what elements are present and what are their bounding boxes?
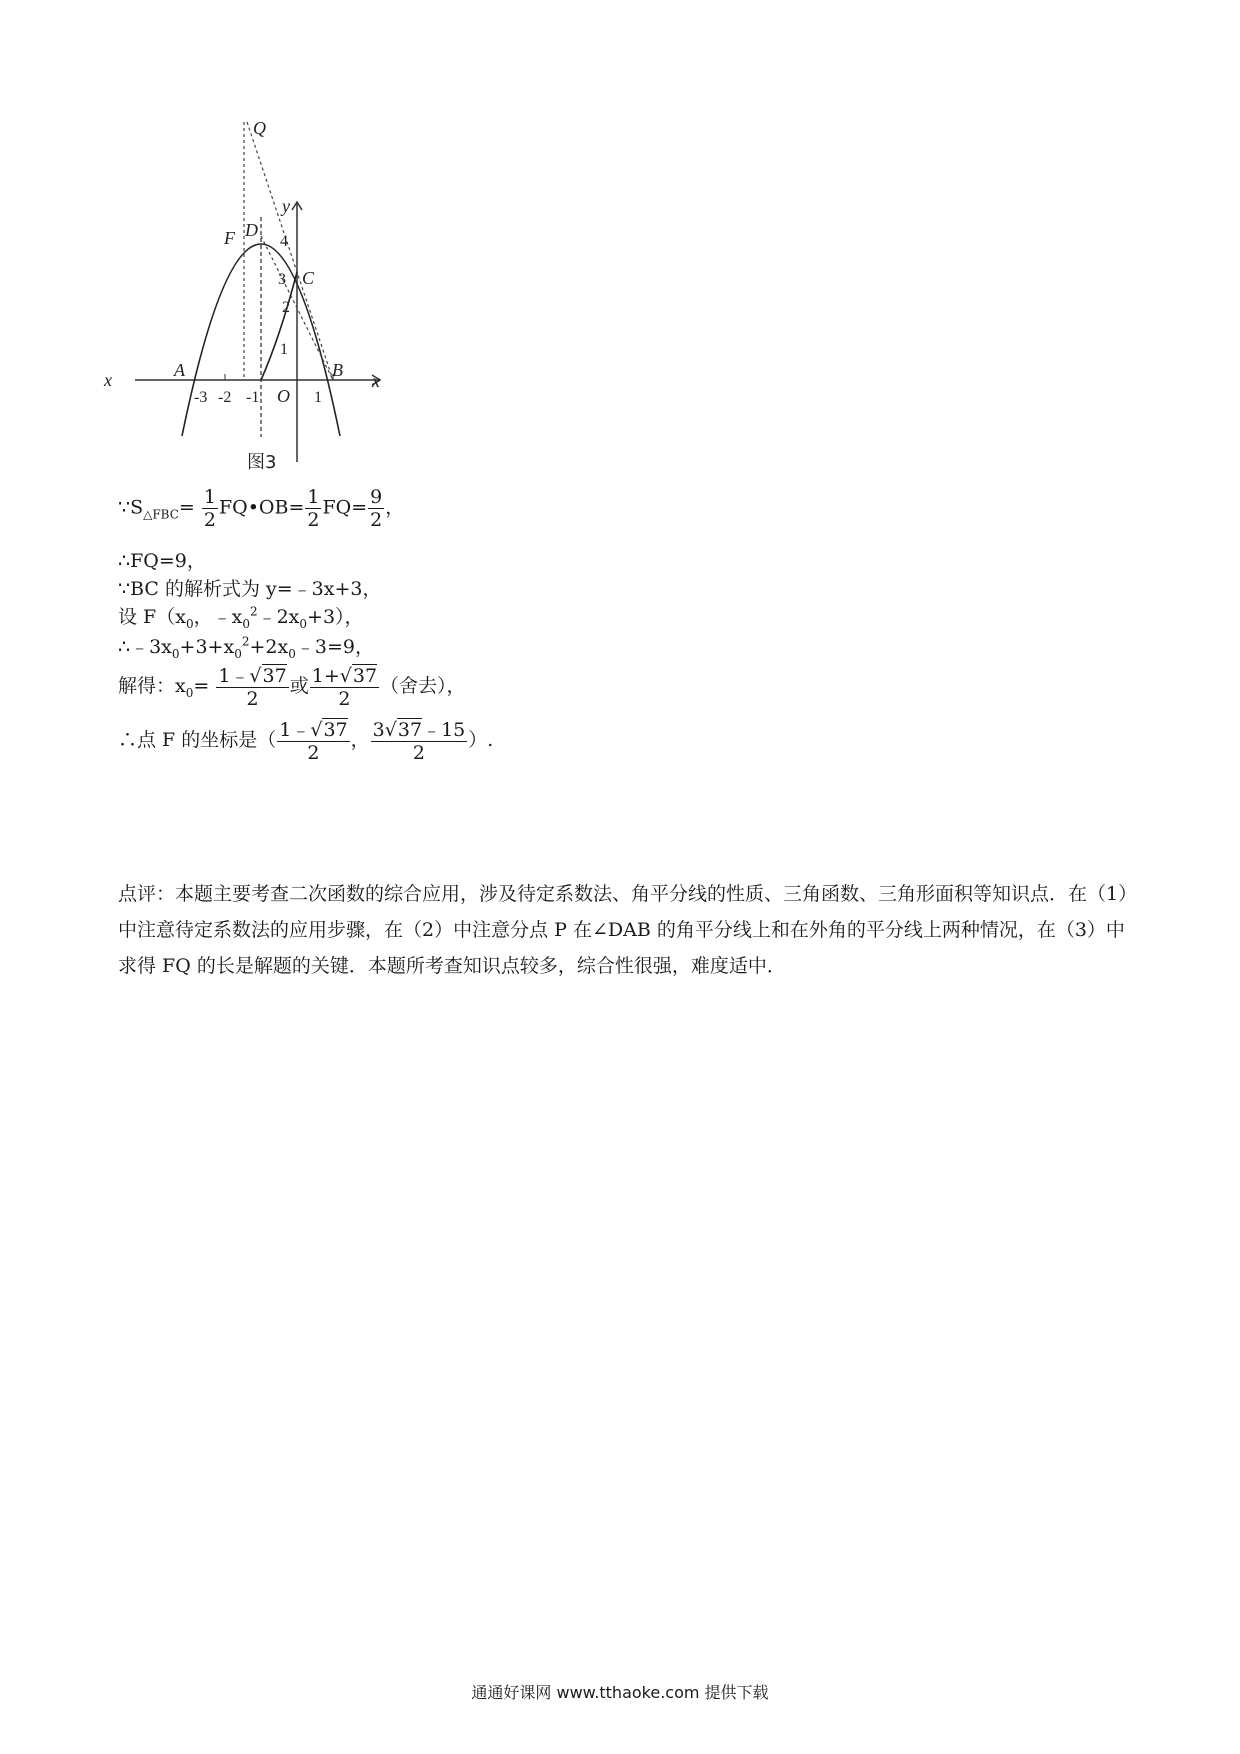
numerator: 3√37﹣15 [372,719,466,741]
radicand: 37 [323,719,348,741]
numerator: 9 [370,486,383,508]
text: = [178,496,195,519]
solution-line-fq: ∴FQ=9， [118,550,206,572]
text: 1﹣ [279,719,311,741]
label-c: C [302,268,315,288]
denominator: 2 [370,509,383,531]
label-x-right: x [372,371,380,391]
text: FQ•OB= [218,496,305,519]
numerator: 1 [203,486,216,508]
text: 1﹣ [218,665,250,687]
label-b: B [332,360,343,380]
text: ﹣2x [257,606,300,628]
numerator: 1 [307,486,320,508]
label-x-left: x [104,370,112,390]
solution-line-set-f [118,602,364,631]
subscript: △FBC [143,507,179,522]
label-y: y [282,196,290,216]
text: 3 [372,719,385,741]
denominator: 2 [412,742,425,764]
numerator: 1﹣√37 [279,719,348,741]
denominator: 2 [338,688,351,710]
radicand: 37 [397,719,423,741]
text: FQ= [322,496,368,519]
subscript: 0 [242,616,250,631]
text: = [193,675,210,697]
text: ，﹣x [193,606,243,628]
text: （舍去）， [380,675,466,697]
fraction [216,664,288,710]
subscript: 0 [288,646,296,661]
text: ， [385,496,405,519]
geometry-figure [104,112,440,532]
tick-x-1: 1 [314,389,322,406]
tick-x-neg2: -2 [218,389,232,406]
numerator: 1﹣√37 [218,665,287,687]
subscript: 0 [171,646,180,661]
text: ， [350,729,370,751]
fraction [310,664,379,710]
radicand: 37 [262,665,287,687]
solution-line-bc: ∵BC 的解析式为 y=﹣3x+3， [118,578,382,600]
page-footer: 通通好课网 www.tthaoke.com 提供下载 [471,1683,769,1702]
tick-y-3: 3 [278,271,286,288]
text: +3+x [179,636,235,658]
tick-y-4: 4 [280,233,288,250]
fraction [305,486,321,531]
label-f: F [224,228,235,248]
text: ﹣15 [422,719,466,741]
figure-caption: 图3 [247,452,277,473]
text: +3）， [307,606,364,628]
tick-y-2: 2 [282,299,290,316]
numerator: 1+√37 [311,665,378,687]
label-a: A [174,360,185,380]
solution-line-solve [118,664,466,710]
radicand: 37 [352,665,378,687]
text: ∴﹣3x [118,636,172,658]
label-q: Q [253,118,266,138]
fraction [277,718,349,764]
label-d: D [245,220,258,240]
segment-to-c [261,272,297,380]
solution-line-area [118,486,404,531]
subscript: 0 [185,685,194,700]
tick-x-neg3: -3 [194,389,208,406]
text: ）. [468,729,494,751]
comment-paragraph: 点评：本题主要考查二次函数的综合应用，涉及待定系数法、角平分线的性质、三角函数、三角形面积等知识点．在（1）中注意待定系数法的应用步骤，在（2）中注意分点 P 在∠DAB 的角平分线上和在外角的平分线上两种情况，在（3）中求得 FQ 的长是解题的关键．本题所考查知识点较多，综合性很强，难度适中． [118,883,1128,977]
solution-line-coordinates [118,718,493,764]
denominator: 2 [307,509,320,531]
fraction [371,718,468,764]
tick-y-1: 1 [280,341,288,358]
subscript: 0 [185,616,194,631]
fraction [368,486,384,531]
denominator: 2 [307,742,320,764]
tick-x-neg1: -1 [246,389,260,406]
text: 设 F（x [118,606,186,628]
text: ﹣3=9， [295,636,374,658]
dashed-line-qb [247,122,333,380]
superscript: 2 [241,634,250,649]
subscript: 0 [299,616,308,631]
label-o: O [277,386,290,406]
text: 1+ [311,665,340,687]
subscript: 0 [234,646,242,661]
denominator: 2 [246,688,259,710]
text: 或 [289,675,309,697]
solution-line-equation [118,632,374,661]
fraction [202,486,218,531]
text: +2x [249,636,289,658]
text: ∴点 F 的坐标是（ [118,729,277,751]
superscript: 2 [249,604,258,619]
denominator: 2 [203,509,216,531]
text: 解得：x [118,675,186,697]
text: ∵S [118,496,144,519]
